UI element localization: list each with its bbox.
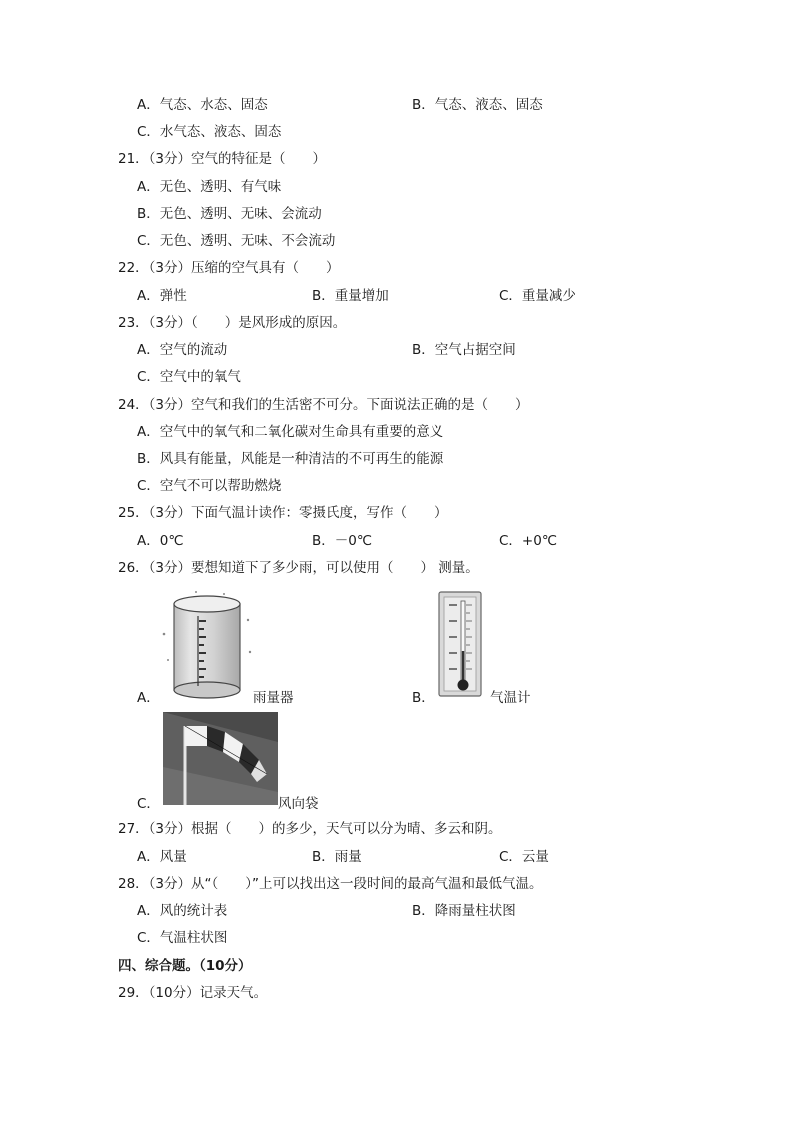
- q28-option-c: C．气温柱状图: [137, 930, 228, 946]
- q21-stem: 21．（3分）空气的特征是（ ）: [118, 151, 327, 167]
- thermometer-image: [436, 589, 486, 701]
- q21-option-b: B．无色、透明、无味、会流动: [137, 206, 322, 222]
- q21-option-c: C．无色、透明、无味、不会流动: [137, 233, 336, 249]
- q28-option-b: B．降雨量柱状图: [412, 903, 516, 919]
- q27-stem: 27．（3分）根据（ ）的多少，天气可以分为晴、多云和阴。: [118, 821, 502, 837]
- q25-stem: 25．（3分）下面气温计读作：零摄氏度，写作（ ）: [118, 505, 448, 521]
- q22-option-c: C．重量减少: [499, 288, 576, 304]
- q29-stem: 29．（10分）记录天气。: [118, 985, 268, 1001]
- q22-option-a: A．弹性: [137, 288, 187, 304]
- q26-option-b-caption: 气温计: [490, 690, 531, 706]
- q24-stem: 24．（3分）空气和我们的生活密不可分。下面说法正确的是（ ）: [118, 397, 529, 413]
- q23-option-c: C．空气中的氧气: [137, 369, 241, 385]
- q27-option-a: A．风量: [137, 849, 187, 865]
- q25-option-b: B．－0℃: [312, 533, 373, 549]
- q26-option-c-caption: 风向袋: [278, 796, 319, 812]
- q20-option-a: A．气态、水态、固态: [137, 97, 268, 113]
- q20-option-b: B．气态、液态、固态: [412, 97, 543, 113]
- q24-option-a: A．空气中的氧气和二氧化碳对生命具有重要的意义: [137, 424, 444, 440]
- q23-stem: 23．（3分）（ ）是风形成的原因。: [118, 315, 347, 331]
- q24-option-b: B．风具有能量，风能是一种清洁的不可再生的能源: [137, 451, 444, 467]
- q22-stem: 22．（3分）压缩的空气具有（ ）: [118, 260, 340, 276]
- q26-option-b-letter: B．: [412, 690, 435, 706]
- q25-option-a: A．0℃: [137, 533, 184, 549]
- q28-option-a: A．风的统计表: [137, 903, 228, 919]
- q24-option-c: C．空气不可以帮助燃烧: [137, 478, 282, 494]
- q25-option-c: C．+0℃: [499, 533, 557, 549]
- q26-option-a-letter: A．: [137, 690, 160, 706]
- q22-option-b: B．重量增加: [312, 288, 389, 304]
- q23-option-b: B．空气占据空间: [412, 342, 516, 358]
- q26-option-c-letter: C．: [137, 796, 160, 812]
- q20-option-c: C．水气态、液态、固态: [137, 124, 282, 140]
- q23-option-a: A．空气的流动: [137, 342, 228, 358]
- rain-gauge-image: [158, 590, 256, 706]
- q21-option-a: A．无色、透明、有气味: [137, 179, 282, 195]
- q27-option-c: C．云量: [499, 849, 549, 865]
- q26-option-a-caption: 雨量器: [253, 690, 294, 706]
- windsock-image: [163, 712, 278, 805]
- q27-option-b: B．雨量: [312, 849, 362, 865]
- q28-stem: 28．（3分）从“（ ）”上可以找出这一段时间的最高气温和最低气温。: [118, 876, 543, 892]
- q26-stem: 26．（3分）要想知道下了多少雨，可以使用（ ） 测量。: [118, 560, 479, 576]
- section-heading: 四、综合题。（10分）: [118, 958, 252, 974]
